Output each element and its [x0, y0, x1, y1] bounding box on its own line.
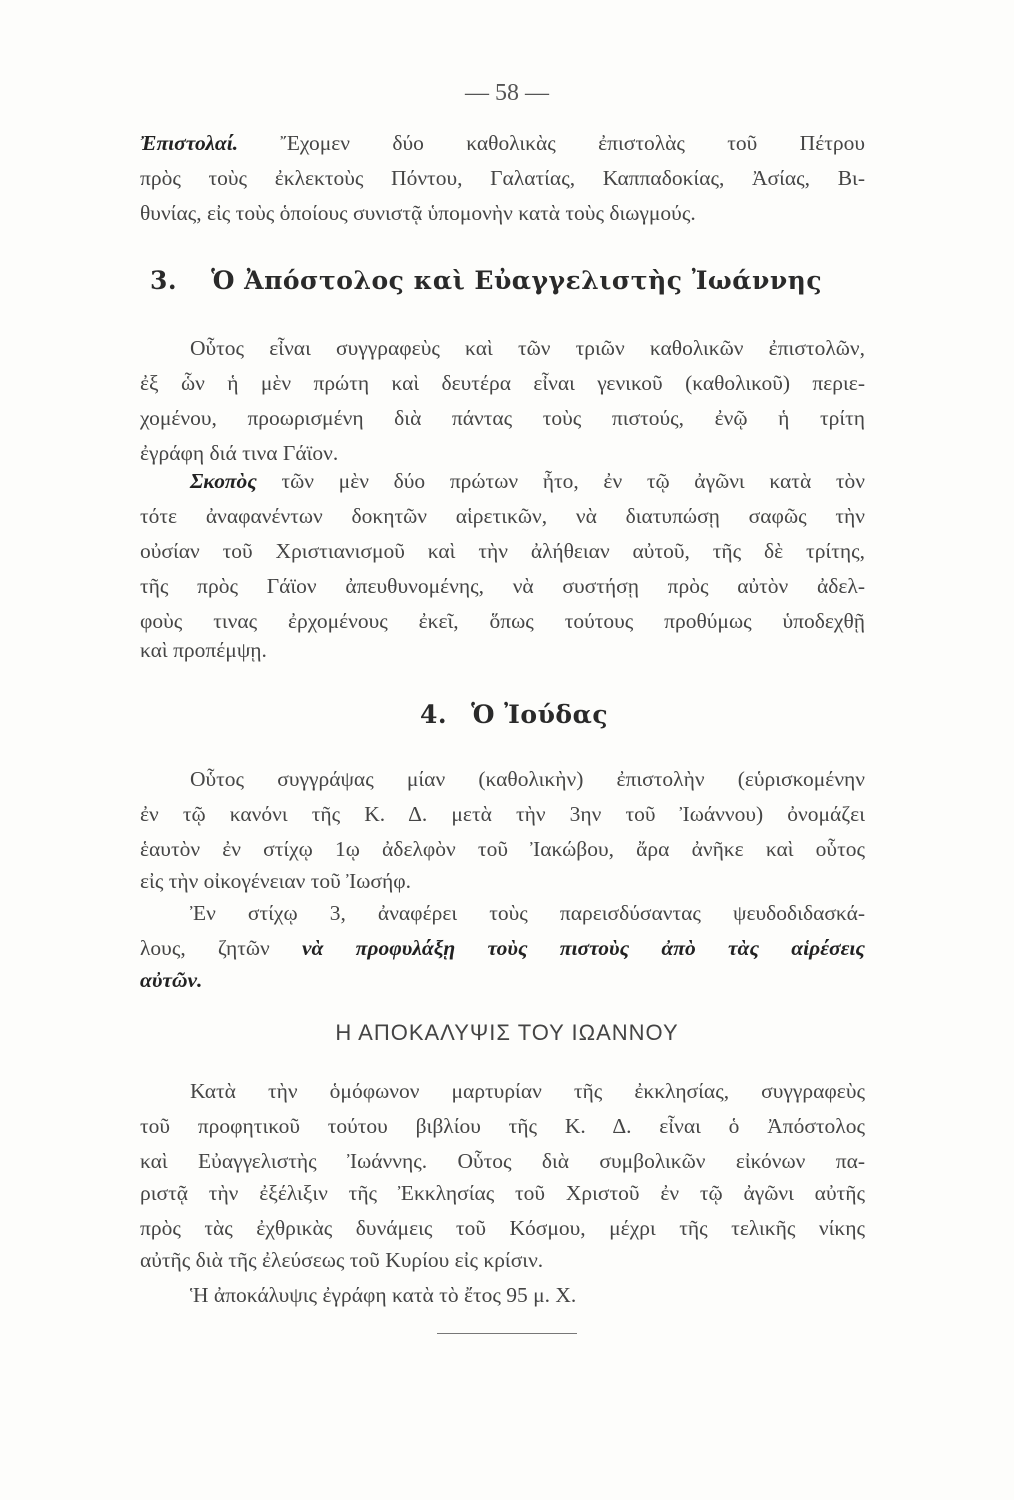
epistles-line-3: θυνίας, εἰς τοὺς ὁποίους συνιστᾷ ὑπομονὴν κατὰ τοὺς διωγμούς.	[140, 201, 696, 225]
section-3-heading	[150, 266, 822, 295]
verse-line-3	[140, 965, 865, 995]
skopos-line: τότε ἀναφανέντων δοκητῶν αἱρετικῶν, νὰ διατυπώσῃ σαφῶς τὴν	[140, 504, 865, 528]
verse-line-2: λους, ζητῶν νὰ προφυλάξῃ τοὺς πιστοὺς ἀπὸ τὰς αἱρέσεις	[140, 936, 865, 960]
sec4-line: Οὗτος συγγράψας μίαν (καθολικὴν) ἐπιστολὴν (εὑρισκομένην	[190, 767, 865, 791]
section-4-number: 4.	[420, 700, 448, 729]
revelation-line: Κατὰ τὴν ὁμόφωνον μαρτυρίαν τῆς ἐκκλησίας, συγγραφεὺς	[190, 1079, 865, 1103]
epistles-line-2: πρὸς τοὺς ἐκλεκτοὺς Πόντου, Γαλατίας, Καππαδοκίας, Ἀσίας, Βι-	[140, 166, 865, 190]
skopos-line-1: Σκοπὸς τῶν μὲν δύο πρώτων ἦτο, ἐν τῷ ἀγῶνι κατὰ τὸν	[190, 469, 865, 493]
closing-rule	[437, 1333, 577, 1334]
skopos-label: Σκοπὸς	[190, 469, 257, 493]
skopos-line: τῆς πρὸς Γάϊον ἀπευθυνομένης, νὰ συστήσῃ πρὸς αὐτὸν ἀδελ-	[140, 574, 865, 598]
verse-line-1: Ἐν στίχῳ 3, ἀναφέρει τοὺς παρεισδύσαντας ψευδοδιδασκά-	[190, 901, 865, 925]
section-4-title: Ὁ Ἰούδας	[471, 700, 609, 729]
sec3-line: Οὗτος εἶναι συγγραφεὺς καὶ τῶν τριῶν καθολικῶν ἐπιστολῶν,	[190, 336, 865, 360]
verse-emphasis-end: αὐτῶν.	[140, 968, 203, 992]
section-3-title: Ὁ Ἀπόστολος καὶ Εὐαγγελιστὴς Ἰωάννης	[211, 266, 823, 295]
revelation-line: τοῦ προφητικοῦ τούτου βιβλίου τῆς Κ. Δ. εἶναι ὁ Ἀπόστολος	[140, 1114, 865, 1138]
revelation-line: αὐτῆς διὰ τῆς ἐλεύσεως τοῦ Κυρίου εἰς κρίσιν.	[140, 1248, 544, 1272]
epistles-line-1: Ἐπιστολαί. Ἔχομεν δύο καθολικὰς ἐπιστολὰς τοῦ Πέτρου	[140, 131, 865, 155]
sec4-line: εἰς τὴν οἰκογένειαν τοῦ Ἰωσήφ.	[140, 869, 412, 893]
skopos-line: οὐσίαν τοῦ Χριστιανισμοῦ καὶ τὴν ἀλήθειαν αὐτοῦ, τῆς δὲ τρίτης,	[140, 539, 865, 563]
revelation-line: πρὸς τὰς ἐχθρικὰς δυνάμεις τοῦ Κόσμου, μέχρι τῆς τελικῆς νίκης	[140, 1216, 865, 1240]
skopos-line: φοὺς τινας ἐρχομένους ἐκεῖ, ὅπως τούτους προθύμως ὑποδεχθῇ	[140, 609, 865, 633]
revelation-final-line: Ἡ ἀποκάλυψις ἐγράφη κατὰ τὸ ἔτος 95 μ. Χ.	[190, 1283, 577, 1307]
revelation-heading: Η ΑΠΟΚΑΛΥΨΙΣ ΤΟΥ ΙΩΑΝΝΟΥ	[335, 1020, 679, 1045]
sec3-line: χομένου, προωρισμένη διὰ πάντας τοὺς πιστούς, ἐνῷ ἡ τρίτη	[140, 406, 865, 430]
epistles-title: Ἐπιστολαί.	[140, 131, 239, 155]
sec4-line: ἑαυτὸν ἐν στίχῳ 1ῳ ἀδελφὸν τοῦ Ἰακώβου, ἄρα ἀνῆκε καὶ οὗτος	[140, 837, 865, 861]
revelation-line: καὶ Εὐαγγελιστὴς Ἰωάννης. Οὗτος διὰ συμβολικῶν εἰκόνων πα-	[140, 1149, 865, 1173]
section-3-number: 3.	[150, 266, 178, 295]
skopos-line: καὶ προπέμψῃ.	[140, 638, 267, 662]
sec3-line: ἐγράφη διά τινα Γάϊον.	[140, 441, 339, 465]
sec3-line: ἐξ ὧν ἡ μὲν πρώτη καὶ δευτέρα εἶναι γενικοῦ (καθολικοῦ) περιε-	[140, 371, 865, 395]
sec4-line: ἐν τῷ κανόνι τῆς Κ. Δ. μετὰ τὴν 3ην τοῦ Ἰωάννου) ὀνομάζει	[140, 802, 865, 826]
verse-emphasis: νὰ προφυλάξῃ τοὺς πιστοὺς ἀπὸ τὰς αἱρέσεις	[301, 936, 865, 960]
section-4-heading	[420, 700, 608, 729]
revelation-line: ριστᾷ τὴν ἐξέλιξιν τῆς Ἐκκλησίας τοῦ Χριστοῦ ἐν τῷ ἀγῶνι αὐτῆς	[140, 1181, 865, 1205]
page-number: — 58 —	[465, 80, 549, 106]
